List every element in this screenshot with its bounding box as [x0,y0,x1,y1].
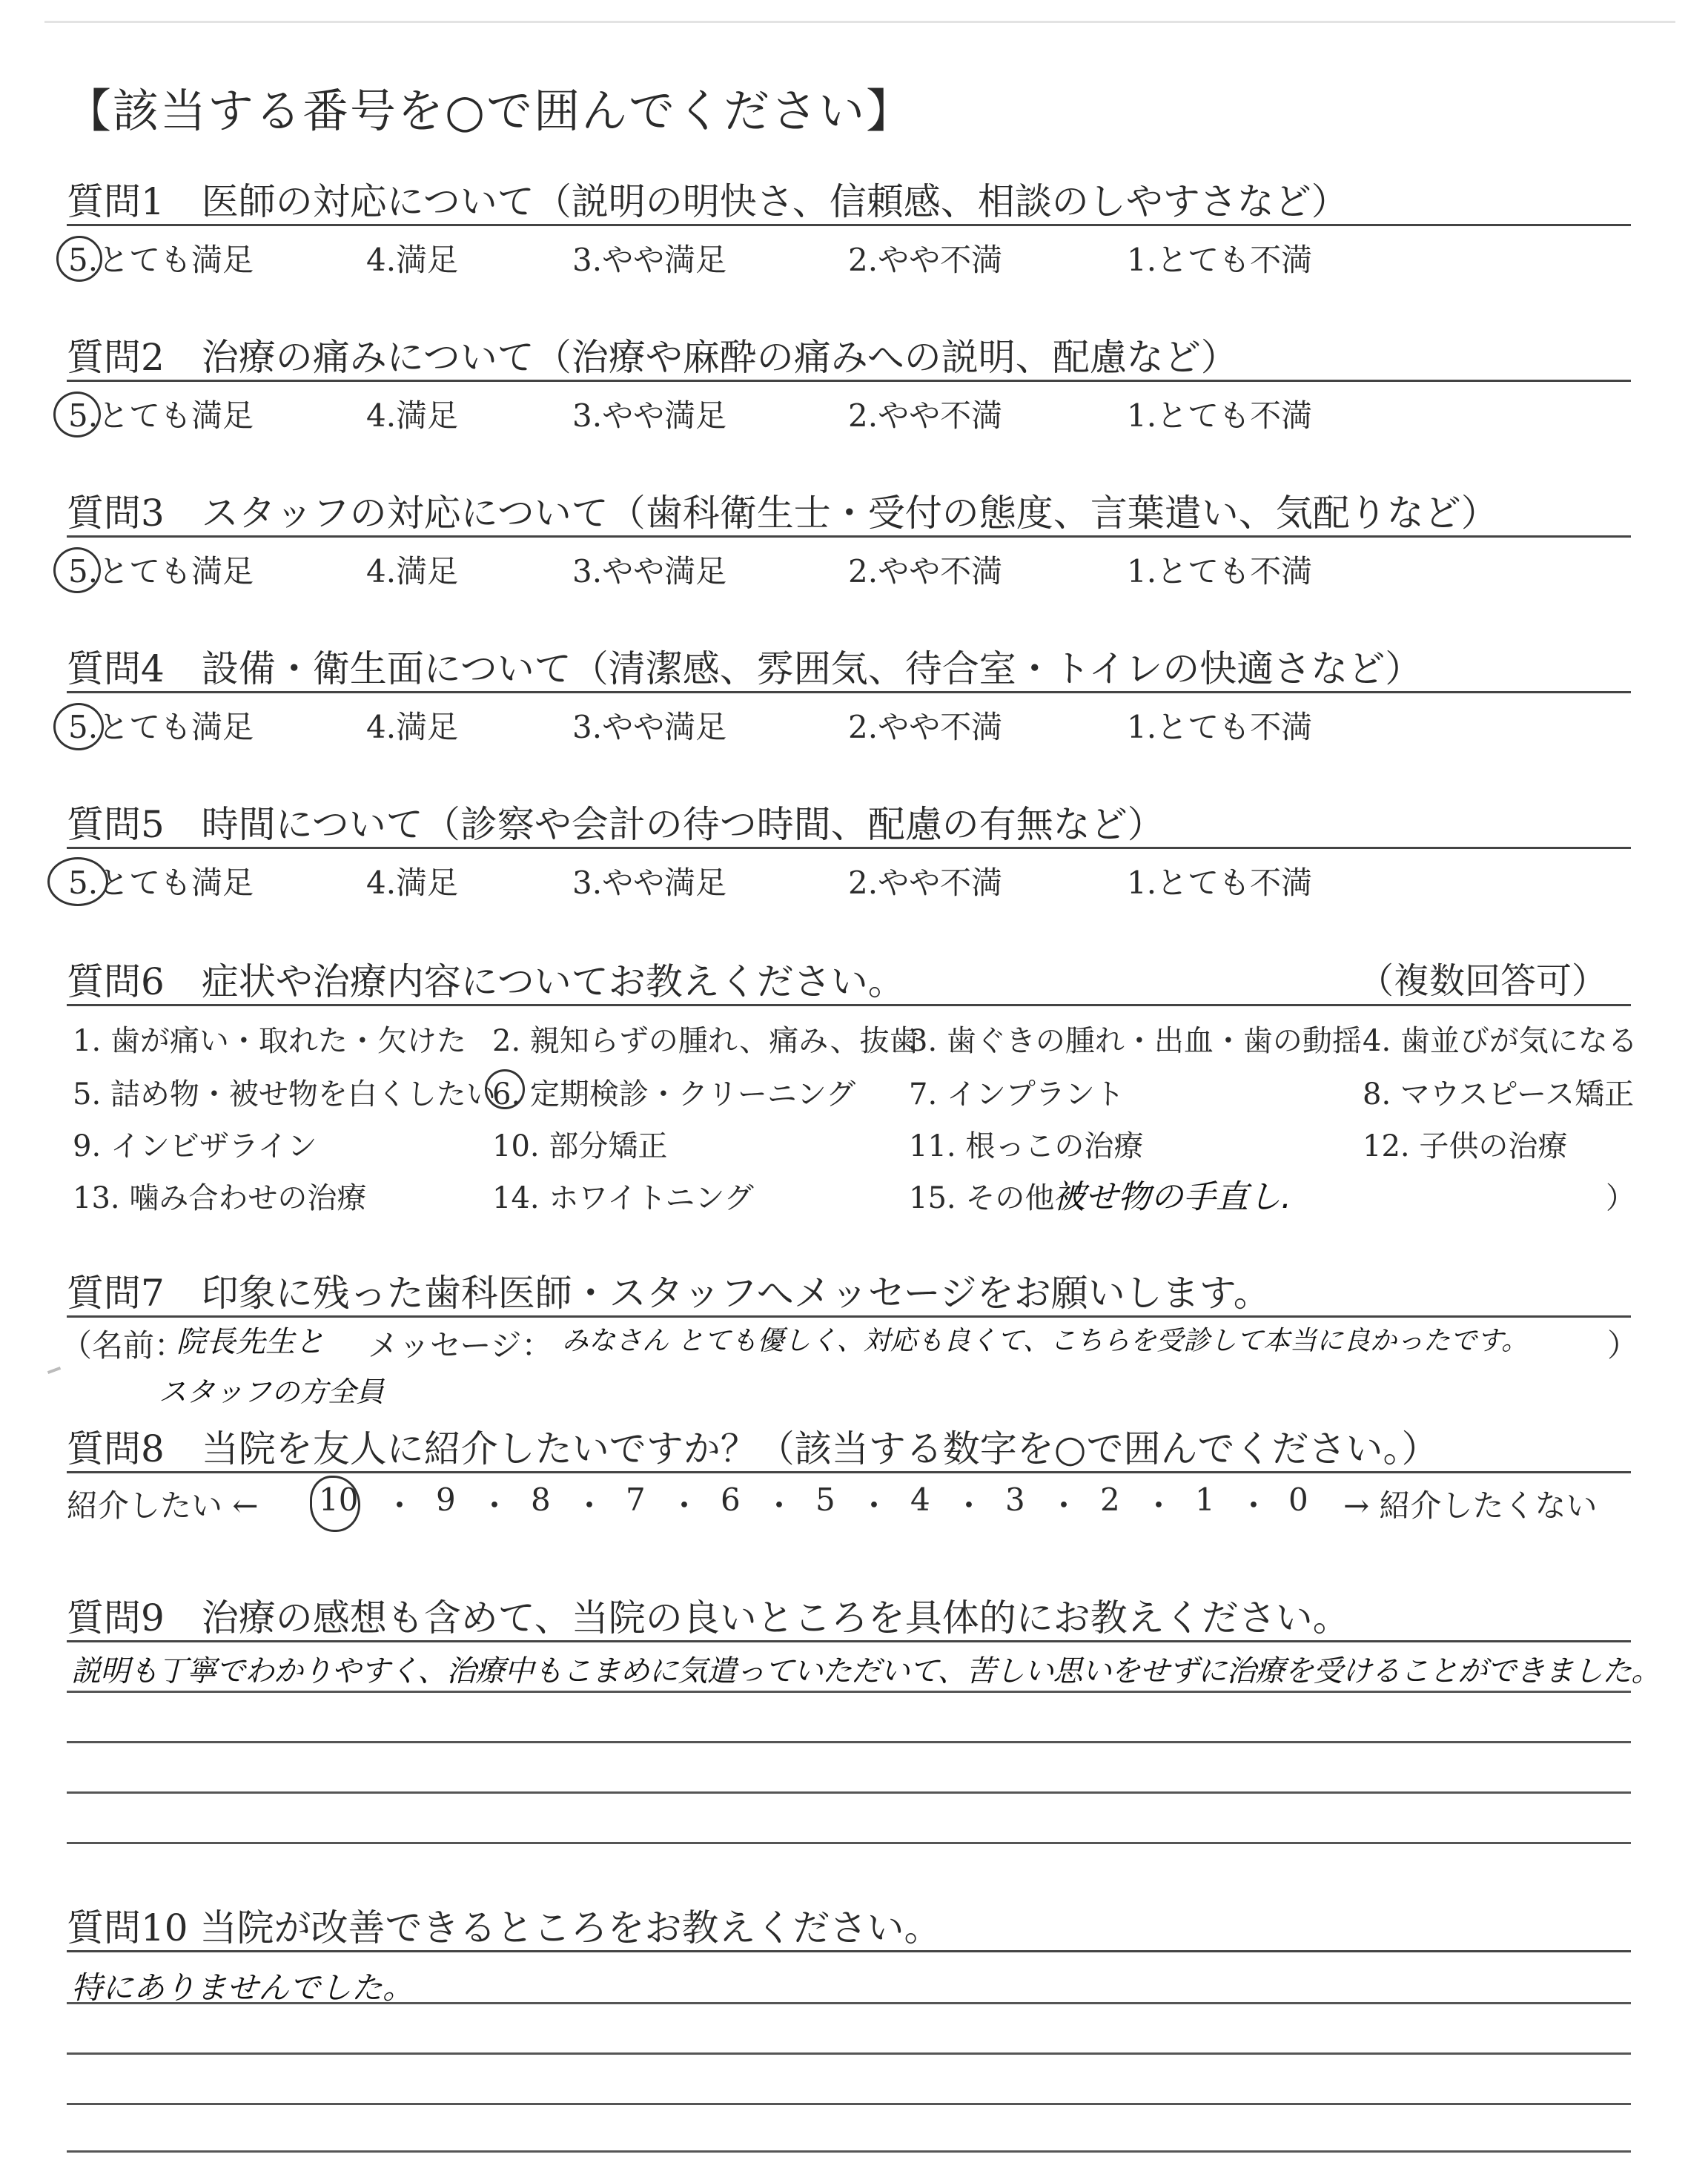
q6-option-15[interactable]: 15. その他（ [909,1181,1085,1215]
question-title: 質問3 スタッフの対応について（歯科衛生士・受付の態度、言葉遣い、気配りなど） [67,492,1498,535]
rating-option-5[interactable]: 5.とても満足 [68,865,254,901]
rating-option-3[interactable]: 3.やや満足 [572,865,727,901]
q10-answer: 特にありませんでした。 [71,1969,414,2006]
q6-option-4[interactable]: 4. 歯並びが気になる [1363,1024,1638,1058]
rating-option-1[interactable]: 1.とても不満 [1127,865,1313,901]
q8-scale-dot: ・ [1238,1487,1270,1524]
rating-option-3[interactable]: 3.やや満足 [572,709,727,745]
multiple-answer-note: （複数回答可） [1358,960,1608,1002]
answer-line [67,2150,1631,2153]
question-title: 質問6 症状や治療内容についてお教えください。 [67,960,905,1003]
q8-scale-2[interactable]: 2 [1100,1482,1120,1518]
q8-scale-dot: ・ [953,1487,985,1524]
q6-option-1[interactable]: 1. 歯が痛い・取れた・欠けた [73,1024,466,1058]
q6-option-2[interactable]: 2. 親知らずの腫れ、痛み、抜歯 [492,1024,919,1058]
rating-option-5[interactable]: 5.とても満足 [68,553,254,589]
answer-line [67,1842,1631,1844]
q8-scale-3[interactable]: 3 [1005,1482,1025,1518]
q7-message-label: メッセージ： [368,1327,553,1364]
q8-scale-0[interactable]: 0 [1288,1482,1308,1518]
rating-option-2[interactable]: 2.やや不満 [848,553,1003,589]
q8-scale-dot: ・ [574,1487,606,1524]
question-rule [67,1950,1631,1952]
q6-option-9[interactable]: 9. インビザライン [73,1129,317,1163]
question-title: 質問1 医師の対応について（説明の明快さ、信頼感、相談のしやすさなど） [67,180,1348,223]
q8-scale-dot: ・ [858,1487,890,1524]
question-rule [67,535,1631,538]
q8-left-label: 紹介したい ← [67,1487,259,1524]
q8-right-label: → 紹介したくない [1343,1487,1598,1524]
q6-option-6[interactable]: 6. 定期検診・クリーニング [492,1077,856,1112]
q8-scale-5[interactable]: 5 [815,1482,835,1518]
question-rule [67,1315,1631,1318]
question-title: 質問5 時間について（診察や会計の待つ時間、配慮の有無など） [67,803,1165,846]
q6-other-close-paren: ） [1606,1181,1635,1215]
rating-option-2[interactable]: 2.やや不満 [848,865,1003,901]
answer-line [67,2052,1631,2055]
rating-option-2[interactable]: 2.やや不満 [848,709,1003,745]
rating-option-1[interactable]: 1.とても不満 [1127,553,1313,589]
rating-option-5[interactable]: 5.とても満足 [68,397,254,434]
q8-scale-10[interactable]: 10 [319,1482,359,1518]
rating-option-4[interactable]: 4.満足 [366,709,459,745]
answer-line [67,2002,1631,2004]
q8-scale-9[interactable]: 9 [436,1482,456,1518]
answer-line [67,2103,1631,2105]
rating-option-3[interactable]: 3.やや満足 [572,397,727,434]
q7-name-label: （名前： [61,1327,186,1364]
q8-scale-dot: ・ [764,1487,795,1524]
question-5 [67,795,1631,869]
q6-option-5[interactable]: 5. 詰め物・被せ物を白くしたい [73,1077,496,1112]
question-rule [67,224,1631,226]
rating-option-1[interactable]: 1.とても不満 [1127,242,1313,278]
question-10 [67,1898,1631,1972]
top-border [44,21,1675,23]
answer-line [67,1741,1631,1743]
question-rule [67,847,1631,849]
question-title: 質問7 印象に残った歯科医師・スタッフへメッセージをお願いします。 [67,1272,1271,1315]
answer-line [67,1691,1631,1693]
q6-option-7[interactable]: 7. インプラント [909,1077,1125,1112]
question-1 [67,172,1631,246]
question-rule [67,691,1631,693]
question-3 [67,483,1631,558]
q6-option-10[interactable]: 10. 部分矯正 [492,1129,668,1163]
q8-scale-dot: ・ [1143,1487,1175,1524]
q8-scale-dot: ・ [479,1487,511,1524]
page-title: 【該当する番号を○で囲んでください】 [65,84,914,138]
rating-option-2[interactable]: 2.やや不満 [848,242,1003,278]
question-title: 質問10 当院が改善できるところをお教えください。 [67,1906,941,1949]
rating-option-4[interactable]: 4.満足 [366,242,459,278]
q7-close-paren: ） [1607,1327,1639,1364]
q6-option-8[interactable]: 8. マウスピース矯正 [1363,1077,1635,1112]
q8-scale-6[interactable]: 6 [721,1482,741,1518]
q7-message-value: みなさん とても優しく、対応も良くて、こちらを受診して本当に良かったです。 [562,1326,1529,1356]
rating-option-4[interactable]: 4.満足 [366,553,459,589]
rating-option-4[interactable]: 4.満足 [366,865,459,901]
q9-answer: 説明も丁寧でわかりやすく、治療中もこまめに気遣っていただいて、苦しい思いをせずに治療を受けることができました。 [71,1654,1661,1688]
rating-option-2[interactable]: 2.やや不満 [848,397,1003,434]
q7-name-value-2: スタッフの方全員 [159,1375,385,1408]
rating-option-5[interactable]: 5.とても満足 [68,709,254,745]
q6-option-13[interactable]: 13. 噛み合わせの治療 [73,1181,367,1215]
question-rule [67,380,1631,382]
q6-option-3[interactable]: 3. 歯ぐきの腫れ・出血・歯の動揺 [909,1024,1362,1058]
question-rule [67,1471,1631,1473]
q6-other-text: 被せ物の手直し. [1053,1178,1291,1216]
rating-option-3[interactable]: 3.やや満足 [572,242,727,278]
q8-scale-4[interactable]: 4 [910,1482,930,1518]
q8-scale-dot: ・ [384,1487,416,1524]
q8-scale-7[interactable]: 7 [626,1482,646,1518]
question-title: 質問9 治療の感想も含めて、当院の良いところを具体的にお教えください。 [67,1596,1350,1639]
q7-name-value-1: 院長先生と [176,1325,325,1359]
q8-scale-1[interactable]: 1 [1195,1482,1215,1518]
q8-scale-dot: ・ [669,1487,701,1524]
q6-option-12[interactable]: 12. 子供の治療 [1363,1129,1568,1163]
question-title: 質問4 設備・衛生面について（清潔感、雰囲気、待合室・トイレの快適さなど） [67,647,1423,690]
rating-option-4[interactable]: 4.満足 [366,397,459,434]
q8-scale-8[interactable]: 8 [531,1482,551,1518]
question-title: 質問2 治療の痛みについて（治療や麻酔の痛みへの説明、配慮など） [67,336,1238,379]
scan-smudge [47,1367,61,1374]
q6-option-14[interactable]: 14. ホワイトニング [492,1181,754,1215]
question-rule [67,1640,1631,1642]
question-rule [67,1004,1631,1006]
q6-option-11[interactable]: 11. 根っこの治療 [909,1129,1144,1163]
question-2 [67,328,1631,402]
rating-option-1[interactable]: 1.とても不満 [1127,709,1313,745]
rating-option-3[interactable]: 3.やや満足 [572,553,727,589]
answer-line [67,1791,1631,1794]
question-title: 質問8 当院を友人に紹介したいですか？（該当する数字を○で囲んでください。） [67,1427,1439,1470]
rating-option-5[interactable]: 5.とても満足 [68,242,254,278]
q8-scale-dot: ・ [1048,1487,1080,1524]
rating-option-1[interactable]: 1.とても不満 [1127,397,1313,434]
question-4 [67,639,1631,713]
